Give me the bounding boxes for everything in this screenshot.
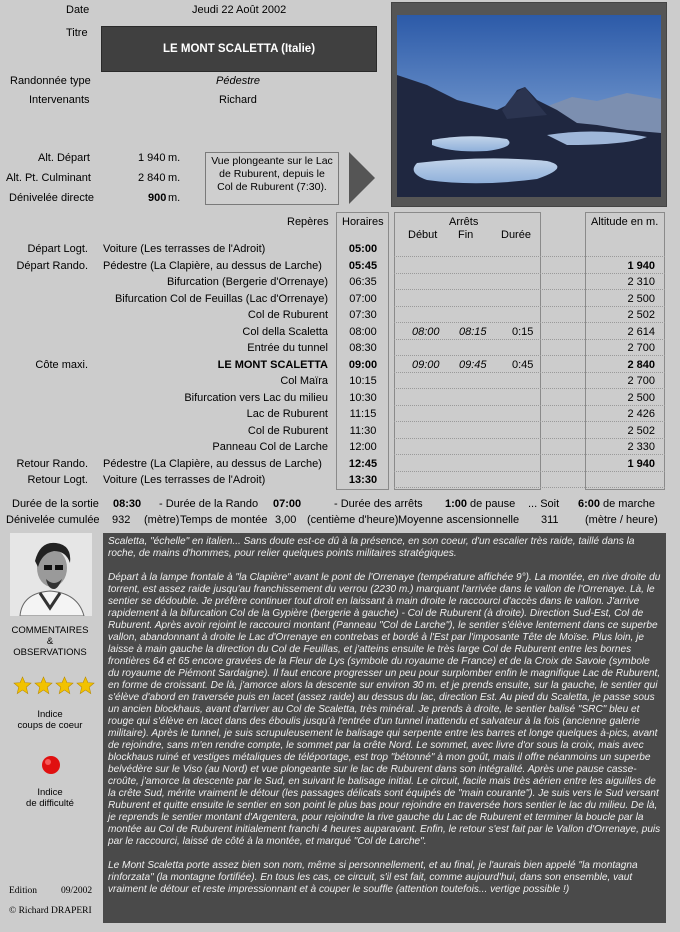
date-label: Date bbox=[66, 4, 90, 16]
type-label: Randonnée type bbox=[10, 75, 91, 87]
row-repere: Voiture (Les terrasses de l'Adroit) bbox=[103, 474, 266, 486]
alt-culm-unit: m. bbox=[168, 172, 181, 184]
row-divider bbox=[394, 372, 665, 373]
row-repere: Pédestre (La Clapière, au dessus de Larche) bbox=[103, 259, 322, 272]
row-altitude: 2 330 bbox=[627, 441, 655, 453]
coup-de-coeur-rating bbox=[13, 676, 97, 698]
row-divider bbox=[394, 289, 665, 290]
row-repere: Bifurcation vers Lac du milieu bbox=[184, 391, 328, 404]
row-repere: Voiture (Les terrasses de l'Adroit) bbox=[103, 243, 266, 255]
duree-sortie-label: Durée de la sortie bbox=[12, 498, 99, 510]
row-altitude: 2 700 bbox=[627, 342, 655, 354]
row-horaire: 05:45 bbox=[348, 259, 378, 272]
row-divider bbox=[394, 421, 665, 422]
star-icon bbox=[76, 676, 95, 695]
arrow-right-icon bbox=[347, 150, 377, 206]
notes-paragraph: Départ à la lampe frontale à "la Clapière" avant le pont de l'Orrenaye (température affichée 9°). La montée, en rive droite du torrent, est assez raide jusqu'au franchissement du verrou (2230 m.) marquant l'arrivée dans le vallon de l'Orrenaye. Là, le sentier se dédouble. Je préfère continuer tout droit en laissant à main droite le raccourci d'accès dans le vallon. J'arrive rapidement à la bifurcation Col de la Gypière (bergerie à gauche) - Col de Ruburent (à droite). Direction Sud-Est, Col de Ruburent. Après avoir rejoint le raccourci montant (Panneau "Col de Larche"), le sentier s'élève lentement dans ce superbe vallon, abandonnant à droite le Lac d'Orrenaye en contrebas et bordé à l'Est par l'imposante Tête de Moïse. Plus loin, je laisse à main gauche la direction du Col de Feuillas, et j'atteins ensuite le très large Col de Ruburent entre les bornes frontières 64 et 65 encore gravées de la Fleur de Lys (symbole du royaume de France) et de la Croix de Savoie (symbole du royaume de Piémont Sardaigne). Il faut encore progresser un peu pour surplomber enfin le magnifique Lac de Ruburent, en forme de croissant. De là, j'amorce alors la descente sur environ 30 m. et je prends ensuite, sur la gauche, le sentier qui s'élève d'abord en traversée puis en lacet (assez raide) au dessus du lac, direction Est. Au pied du Scaletta, je passe sous un ancien blockhaus, avant d'arriver au Col de Scaletta, très minéral. Je prends à droite, le sentier balisé "SRC" bleu et rouge qui s'élève en lacet dans des éboulis jusqu'à l'entrée d'un tunnel inattendu et salvateur à la fois (ancienne galerie militaire). Après le tunnel, je suis scrupuleusement le balisage qui serpente entre les barres et longe quelques à-pics, avant de rejoindre, sans m'en rendre compte, le sommet par la crête Nord. Le sommet, avec livre d'or sous la croix, mais avec blockhaus ruiné et vestiges métaliques de téléportage, est trop "bétonné" à mon goût, mais il offre néanmoins un superbe belvédère sur le Viso (au Nord) et vue plongeante sur le lac de Ruburent dans son intégralité. Après une pause casse-croûte, j'amorce la descente par le Sud, en suivant le balisage initial. Le circuit, facile mais très aérien entre les aiguilles de la crête Sud, mérite vraiment le détour (les passages délicats sont équipés de "main courante"). Je suis vers le Sud versant Ruburent et quitte ensuite le sentier en son point le plus bas pour rejoindre en traversée hors sentier le lac du milieu. De là, je reprends le sentier montant d'Argentera, pour rejoindre la rive gauche du Lac de Ruburent et terminer la boucle par la montée au Col de Ruburent initialement franchi 4 heures auparavant. Enfin, le retour s'est fait par le Vallon d'Orrenaye, puis par le raccourci, laissé de côté à la montée, et marqué "Col de Larche". bbox=[108, 572, 661, 847]
duree-arrets-value: 1:00 bbox=[445, 498, 468, 510]
row-divider bbox=[394, 438, 665, 439]
row-horaire: 11:30 bbox=[349, 424, 377, 437]
header-horaires: Horaires bbox=[342, 216, 384, 228]
temps-montee-value: 3,00 bbox=[275, 514, 297, 526]
deniv-label: Dénivelée directe bbox=[9, 192, 94, 204]
observations-text bbox=[103, 533, 666, 923]
row-label: Départ Logt. bbox=[27, 243, 88, 255]
header-debut: Début bbox=[408, 229, 438, 241]
star-icon bbox=[13, 676, 32, 695]
temps-montee-label: Temps de montée bbox=[180, 514, 268, 526]
row-repere: Pédestre (La Clapière, au dessus de Larche) bbox=[103, 457, 322, 470]
title-label: Titre bbox=[66, 27, 88, 39]
difficulty-dot-icon bbox=[41, 755, 61, 775]
row-divider bbox=[394, 355, 665, 356]
author-portrait bbox=[10, 533, 92, 616]
row-repere: Entrée du tunnel bbox=[247, 342, 328, 354]
row-label: Retour Logt. bbox=[27, 474, 88, 486]
alt-culm-value: 2 840 bbox=[138, 172, 166, 184]
row-repere: Col della Scaletta bbox=[242, 325, 328, 338]
row-altitude: 2 310 bbox=[627, 276, 655, 288]
row-arret-debut: 08:00 bbox=[412, 325, 440, 338]
row-repere: Col de Ruburent bbox=[247, 424, 328, 437]
row-repere: Lac de Ruburent bbox=[246, 408, 328, 420]
row-arret-duree: 0:15 bbox=[512, 325, 534, 338]
row-arret-duree: 0:45 bbox=[512, 358, 534, 371]
row-divider bbox=[394, 273, 665, 274]
row-altitude: 2 500 bbox=[627, 391, 655, 404]
row-repere: Col Maïra bbox=[280, 375, 328, 387]
deniv-cumulee-unit: (mètre) bbox=[144, 514, 180, 526]
row-divider bbox=[394, 388, 665, 389]
row-label: Départ Rando. bbox=[16, 259, 88, 272]
row-altitude: 2 502 bbox=[627, 424, 655, 437]
row-horaire: 10:15 bbox=[349, 375, 377, 387]
row-label: Côte maxi. bbox=[35, 358, 88, 371]
pause-label: de pause bbox=[470, 498, 516, 510]
date-value: Jeudi 22 Août 2002 bbox=[192, 4, 287, 16]
moyenne-value: 311 bbox=[541, 514, 559, 526]
duree-arrets-label: - Durée des arrêts bbox=[334, 498, 423, 510]
header-reperes: Repères bbox=[287, 216, 329, 228]
header-arrets: Arrêts bbox=[449, 216, 479, 228]
edition-label: Edition bbox=[9, 886, 37, 896]
marche-value: 6:00 bbox=[578, 498, 601, 510]
row-horaire: 12:00 bbox=[349, 441, 377, 453]
deniv-unit: m. bbox=[168, 192, 181, 204]
row-horaire: 08:30 bbox=[349, 342, 377, 354]
edition-value: 09/2002 bbox=[61, 886, 93, 896]
alt-depart-unit: m. bbox=[168, 152, 181, 164]
row-divider bbox=[394, 471, 665, 472]
header-fin: Fin bbox=[458, 229, 474, 241]
row-arret-fin: 08:15 bbox=[459, 325, 487, 338]
comments-amp: & bbox=[46, 636, 54, 647]
duree-sortie-value: 08:30 bbox=[113, 498, 142, 510]
page-title: LE MONT SCALETTA (Italie) bbox=[101, 26, 377, 72]
row-repere: Col de Ruburent bbox=[247, 309, 328, 321]
moyenne-label: Moyenne ascensionnelle bbox=[398, 514, 520, 526]
alt-depart-label: Alt. Départ bbox=[38, 152, 90, 164]
row-horaire: 05:00 bbox=[348, 243, 378, 255]
arrets-column bbox=[394, 212, 541, 490]
difficulte-label: de difficulté bbox=[26, 798, 74, 809]
row-altitude: 2 614 bbox=[627, 325, 655, 338]
row-horaire: 13:30 bbox=[348, 474, 378, 486]
notes-paragraph: Le Mont Scaletta porte assez bien son nom, même si personnellement, et au final, je l'aurais bien appelé "la montagna rinforzata" (la montagne fortifiée). En tous les cas, ce circuit, s'il est fait, comme aujourd'hui, dans son ensemble, vaut vraiment le détour et reste impressionnant et à couper le souffle (attention toutefois... vertige possible !) bbox=[108, 860, 638, 895]
row-divider bbox=[394, 306, 665, 307]
row-horaire: 08:00 bbox=[349, 325, 377, 338]
indice-label: Indice bbox=[37, 709, 63, 720]
row-repere: Bifurcation (Bergerie d'Orrenaye) bbox=[166, 276, 328, 288]
type-value: Pédestre bbox=[216, 75, 261, 87]
row-repere: Bifurcation Col de Feuillas (Lac d'Orrenaye) bbox=[114, 292, 328, 305]
temps-montee-unit: (centième d'heure) bbox=[307, 514, 399, 526]
coups-de-coeur-label: coups de coeur bbox=[17, 720, 83, 731]
row-altitude: 2 502 bbox=[627, 309, 655, 321]
row-altitude: 1 940 bbox=[627, 259, 655, 272]
row-label: Retour Rando. bbox=[16, 457, 88, 470]
row-horaire: 12:45 bbox=[348, 457, 378, 470]
row-divider bbox=[394, 487, 665, 488]
row-horaire: 07:30 bbox=[349, 309, 377, 321]
row-altitude: 2 840 bbox=[627, 358, 655, 371]
alt-culm-label: Alt. Pt. Culminant bbox=[6, 172, 91, 184]
duree-rando-label: - Durée de la Rando bbox=[159, 498, 259, 510]
row-repere: LE MONT SCALETTA bbox=[217, 358, 328, 371]
row-divider bbox=[394, 405, 665, 406]
row-repere: Panneau Col de Larche bbox=[212, 441, 328, 453]
row-divider bbox=[394, 322, 665, 323]
row-altitude: 2 700 bbox=[627, 375, 655, 387]
comments-heading: COMMENTAIRES bbox=[11, 625, 89, 636]
moyenne-unit: (mètre / heure) bbox=[585, 514, 658, 526]
photo-caption: Vue plongeante sur le Lac de Ruburent, depuis le Col de Ruburent (7:30). bbox=[205, 152, 339, 205]
deniv-value: 900 bbox=[148, 192, 167, 204]
observations-heading: OBSERVATIONS bbox=[13, 647, 87, 658]
alt-depart-value: 1 940 bbox=[138, 152, 166, 164]
star-icon bbox=[55, 676, 74, 695]
people-value: Richard bbox=[219, 94, 257, 106]
header-altitude: Altitude en m. bbox=[591, 216, 659, 228]
copyright: © Richard DRAPERI bbox=[9, 906, 92, 916]
row-arret-debut: 09:00 bbox=[412, 358, 440, 371]
row-horaire: 09:00 bbox=[348, 358, 378, 371]
row-divider bbox=[394, 256, 665, 257]
row-altitude: 1 940 bbox=[627, 457, 655, 470]
header-duree: Durée bbox=[501, 229, 531, 241]
row-divider bbox=[394, 454, 665, 455]
row-horaire: 06:35 bbox=[349, 276, 377, 288]
row-horaire: 10:30 bbox=[349, 391, 377, 404]
row-arret-fin: 09:45 bbox=[459, 358, 487, 371]
row-divider bbox=[394, 339, 665, 340]
soit-label: ... Soit bbox=[528, 498, 560, 510]
duree-rando-value: 07:00 bbox=[273, 498, 302, 510]
deniv-cumulee-label: Dénivelée cumulée bbox=[6, 514, 100, 526]
notes-paragraph: Scaletta, "échelle" en italien... Sans doute est-ce dû à la présence, en son coeur, d'un escalier très raide, taillé dans la roche, de mains d'hommes, pour relier quelques points militaires stratégiques. bbox=[108, 536, 635, 559]
row-horaire: 11:15 bbox=[349, 408, 377, 420]
deniv-cumulee-value: 932 bbox=[112, 514, 131, 526]
row-altitude: 2 500 bbox=[627, 292, 655, 305]
landscape-photo bbox=[391, 2, 667, 207]
marche-label: de marche bbox=[603, 498, 655, 510]
star-icon bbox=[34, 676, 53, 695]
row-horaire: 07:00 bbox=[349, 292, 377, 305]
row-altitude: 2 426 bbox=[627, 408, 655, 420]
indice-difficulte-label: Indice bbox=[37, 787, 63, 798]
people-label: Intervenants bbox=[29, 94, 90, 106]
